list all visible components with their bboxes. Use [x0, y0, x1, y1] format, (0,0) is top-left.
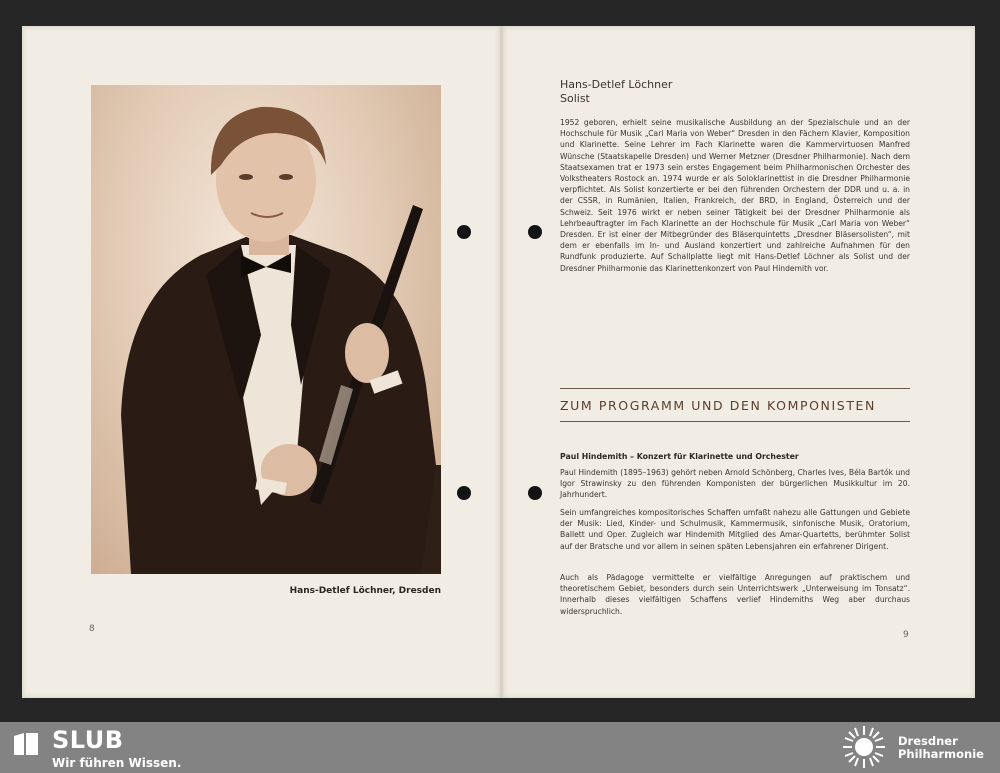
punch-hole-left-lower — [457, 486, 471, 500]
soloist-biography: 1952 geboren, erhielt seine musikalische Ausbildung an der Spezialschule und an der Hochschule für Musik „Carl Maria von Weber“ Dresden in den Fächern Klavier, Komposition und Klarinette. Seine Lehrer im Fach Klarinette waren die Kammervirtuosen Manfred Wünsche (Staatskapelle Dresden) und Werner Metzner (Dresdner Philharmonie). Nach dem Staatsexamen trat er 1973 sein erstes Engagement beim Philharmonischen Orchester des Volkstheaters Rostock an. 1974 wurde er als Soloklarinettist in die Dresdner Philharmonie verpflichtet. Als Solist konzertierte er bei den führenden Orchestern der DDR und u. a. in der CSSR, in Rumänien, Italien, Frankreich, der BRD, in England, Österreich und der Schweiz. Seit 1976 wirkt er neben seiner Tätigkeit bei der Dresdner Philharmonie als Lehrbeauftragter im Fach Klarinette an der Hochschule für Musik „Carl Maria von Weber“ Dresden. Er ist einer der Mitbegründer des Bläserquintetts „Dresdner Bläsersolisten“, mit dem er ebenfalls im In- und Ausland konzertiert und zahlreiche Aufnahmen für den Rundfunk produzierte. Auf Schallplatte liegt mit Hans-Detlef Löchner als Solist und der Dresdner Philharmonie das Klarinettenkonzert von Paul Hindemith vor. — [560, 118, 910, 273]
orchestra-name-line2: Philharmonie — [898, 747, 984, 761]
paragraph-2: Sein umfangreiches kompositorisches Schaffen umfaßt nahezu alle Gattungen und Gebiete der Musik: Lied, Kinder- und Schulmusik, Kammermusik, sinfonische Musik, Oratorium, Ballett und Oper. Zugleich war Hindemith Mitglied des Amar-Quartetts, berühmter Solist auf der Bratsche und vor allem in seinen späten Lebensjahren ein erfahrener Dirigent. — [560, 508, 910, 551]
punch-hole-left-upper — [457, 225, 471, 239]
photo-caption: Hans-Detlef Löchner, Dresden — [289, 586, 441, 596]
soloist-heading — [560, 78, 672, 106]
philharmonie-sunburst-icon[interactable] — [841, 724, 887, 770]
paragraph-1: Paul Hindemith (1895–1963) gehört neben Arnold Schönberg, Charles Ives, Béla Bartók und Igor Strawinsky zu den führenden Komponisten der bürgerlichen Musikkultur im 20. Jahrhundert. — [560, 468, 910, 500]
piece-title: Paul Hindemith – Konzert für Klarinette und Orchester — [560, 452, 799, 461]
section-rule-bottom — [560, 421, 910, 422]
orchestra-name[interactable] — [898, 735, 984, 761]
page-number-right: 9 — [903, 630, 909, 640]
slub-logo-icon[interactable] — [12, 730, 40, 758]
footer-bar — [0, 722, 1000, 773]
punch-hole-right-upper — [528, 225, 542, 239]
page-number-left: 8 — [89, 624, 95, 634]
soloist-role: Solist — [560, 92, 590, 105]
soloist-photo — [91, 85, 441, 574]
soloist-name: Hans-Detlef Löchner — [560, 78, 673, 91]
left-page — [22, 26, 500, 698]
orchestra-name-line1: Dresdner — [898, 734, 958, 748]
paragraph-3: Auch als Pädagoge vermittelte er vielfältige Anregungen auf praktischem und theoretischem Gebiet, besonders durch sein Unterrichtswerk „Unterweisung im Tonsatz“. Innerhalb dieses vielfältigen Schaffens verlief Hindemiths Weg aber durchaus widerspruchlich. — [560, 573, 910, 616]
slub-name[interactable]: SLUB — [52, 726, 124, 754]
punch-hole-right-lower — [528, 486, 542, 500]
section-title: ZUM PROGRAMM UND DEN KOMPONISTEN — [560, 398, 877, 413]
right-page — [503, 26, 975, 698]
slub-tagline: Wir führen Wissen. — [52, 756, 182, 770]
section-rule-top — [560, 388, 910, 389]
